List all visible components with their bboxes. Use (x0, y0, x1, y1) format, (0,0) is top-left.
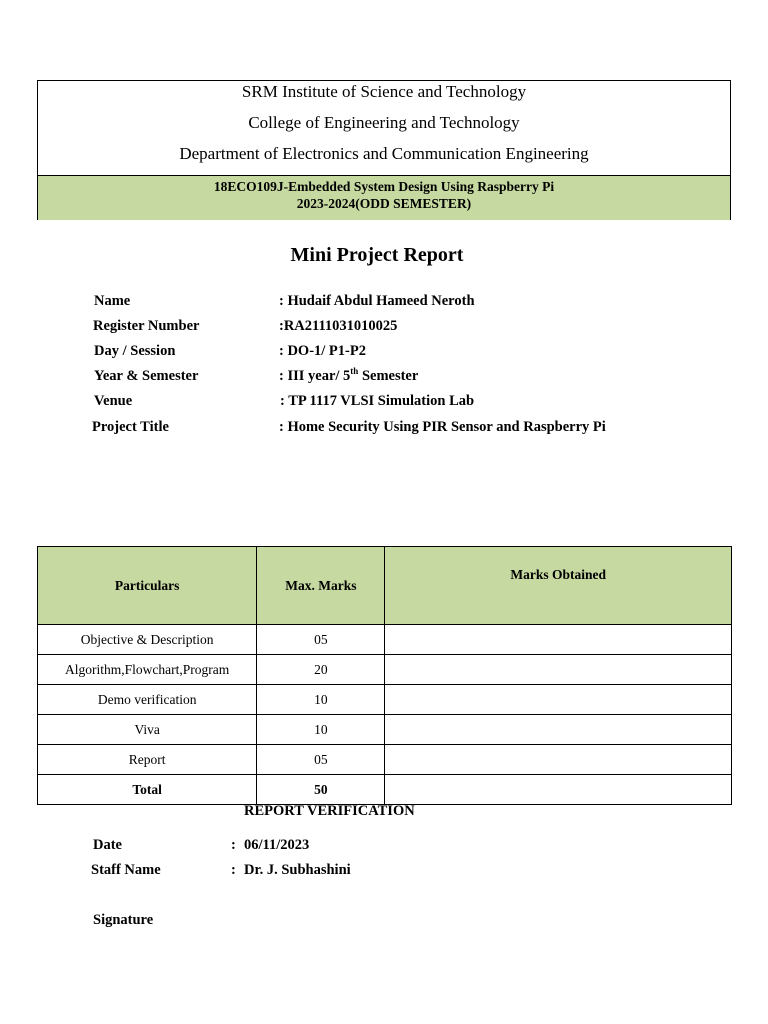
total-max: 50 (257, 775, 385, 805)
session-label: Day / Session (94, 343, 176, 359)
table-row (38, 715, 732, 745)
table-row (38, 625, 732, 655)
row-obtained[interactable] (385, 685, 732, 715)
verification-title: REPORT VERIFICATION (244, 803, 415, 819)
semester-label: 2023-2024(ODD SEMESTER) (296, 196, 472, 211)
date-value: 06/11/2023 (244, 837, 310, 853)
row-particular: Demo verification (38, 685, 257, 715)
course-band (38, 175, 730, 220)
signature-label: Signature (93, 912, 154, 928)
staff-name-value: Dr. J. Subhashini (244, 862, 351, 878)
department-name: Department of Electronics and Communication Engineering (179, 144, 589, 163)
year-value-sup: th (350, 366, 359, 377)
name-value: : Hudaif Abdul Hameed Neroth (279, 293, 475, 309)
project-value: : Home Security Using PIR Sensor and Raspberry Pi (279, 419, 606, 435)
row-obtained[interactable] (385, 715, 732, 745)
register-label: Register Number (93, 318, 200, 334)
table-row (38, 685, 732, 715)
row-obtained[interactable] (385, 655, 732, 685)
header-max-marks: Max. Marks (257, 547, 385, 625)
total-label: Total (38, 775, 257, 805)
row-max: 05 (257, 625, 385, 655)
project-label: Project Title (92, 419, 169, 435)
staff-name-label: Staff Name (91, 862, 161, 878)
year-value-suffix: Semester (358, 368, 419, 384)
row-particular: Algorithm,Flowchart,Program (38, 655, 257, 685)
row-max: 10 (257, 685, 385, 715)
report-title: Mini Project Report (290, 244, 464, 266)
table-total-row (38, 775, 732, 805)
row-max: 20 (257, 655, 385, 685)
table-header-row (38, 547, 732, 625)
institute-name: SRM Institute of Science and Technology (241, 82, 527, 101)
year-value (279, 367, 418, 385)
name-label: Name (94, 293, 131, 309)
row-obtained[interactable] (385, 745, 732, 775)
row-particular: Report (38, 745, 257, 775)
row-particular: Objective & Description (38, 625, 257, 655)
header-marks-obtained: Marks Obtained (385, 547, 732, 625)
register-value: :RA2111031010025 (279, 318, 398, 334)
course-title: 18ECO109J-Embedded System Design Using Raspberry Pi (213, 179, 555, 194)
staff-colon: : (231, 862, 236, 878)
row-particular: Viva (38, 715, 257, 745)
header-particulars: Particulars (38, 547, 257, 625)
session-value: : DO-1/ P1-P2 (279, 343, 366, 359)
college-name: College of Engineering and Technology (248, 113, 520, 132)
institution-header (37, 80, 731, 220)
total-obtained[interactable] (385, 775, 732, 805)
venue-label: Venue (94, 393, 133, 409)
date-label: Date (93, 837, 122, 853)
table-row (38, 745, 732, 775)
marks-table (37, 546, 732, 805)
year-value-prefix: : III year/ 5 (279, 368, 351, 384)
date-colon: : (231, 837, 236, 853)
row-max: 05 (257, 745, 385, 775)
venue-value: : TP 1117 VLSI Simulation Lab (280, 393, 475, 409)
year-label: Year & Semester (94, 368, 199, 384)
table-row (38, 655, 732, 685)
row-obtained[interactable] (385, 625, 732, 655)
row-max: 10 (257, 715, 385, 745)
